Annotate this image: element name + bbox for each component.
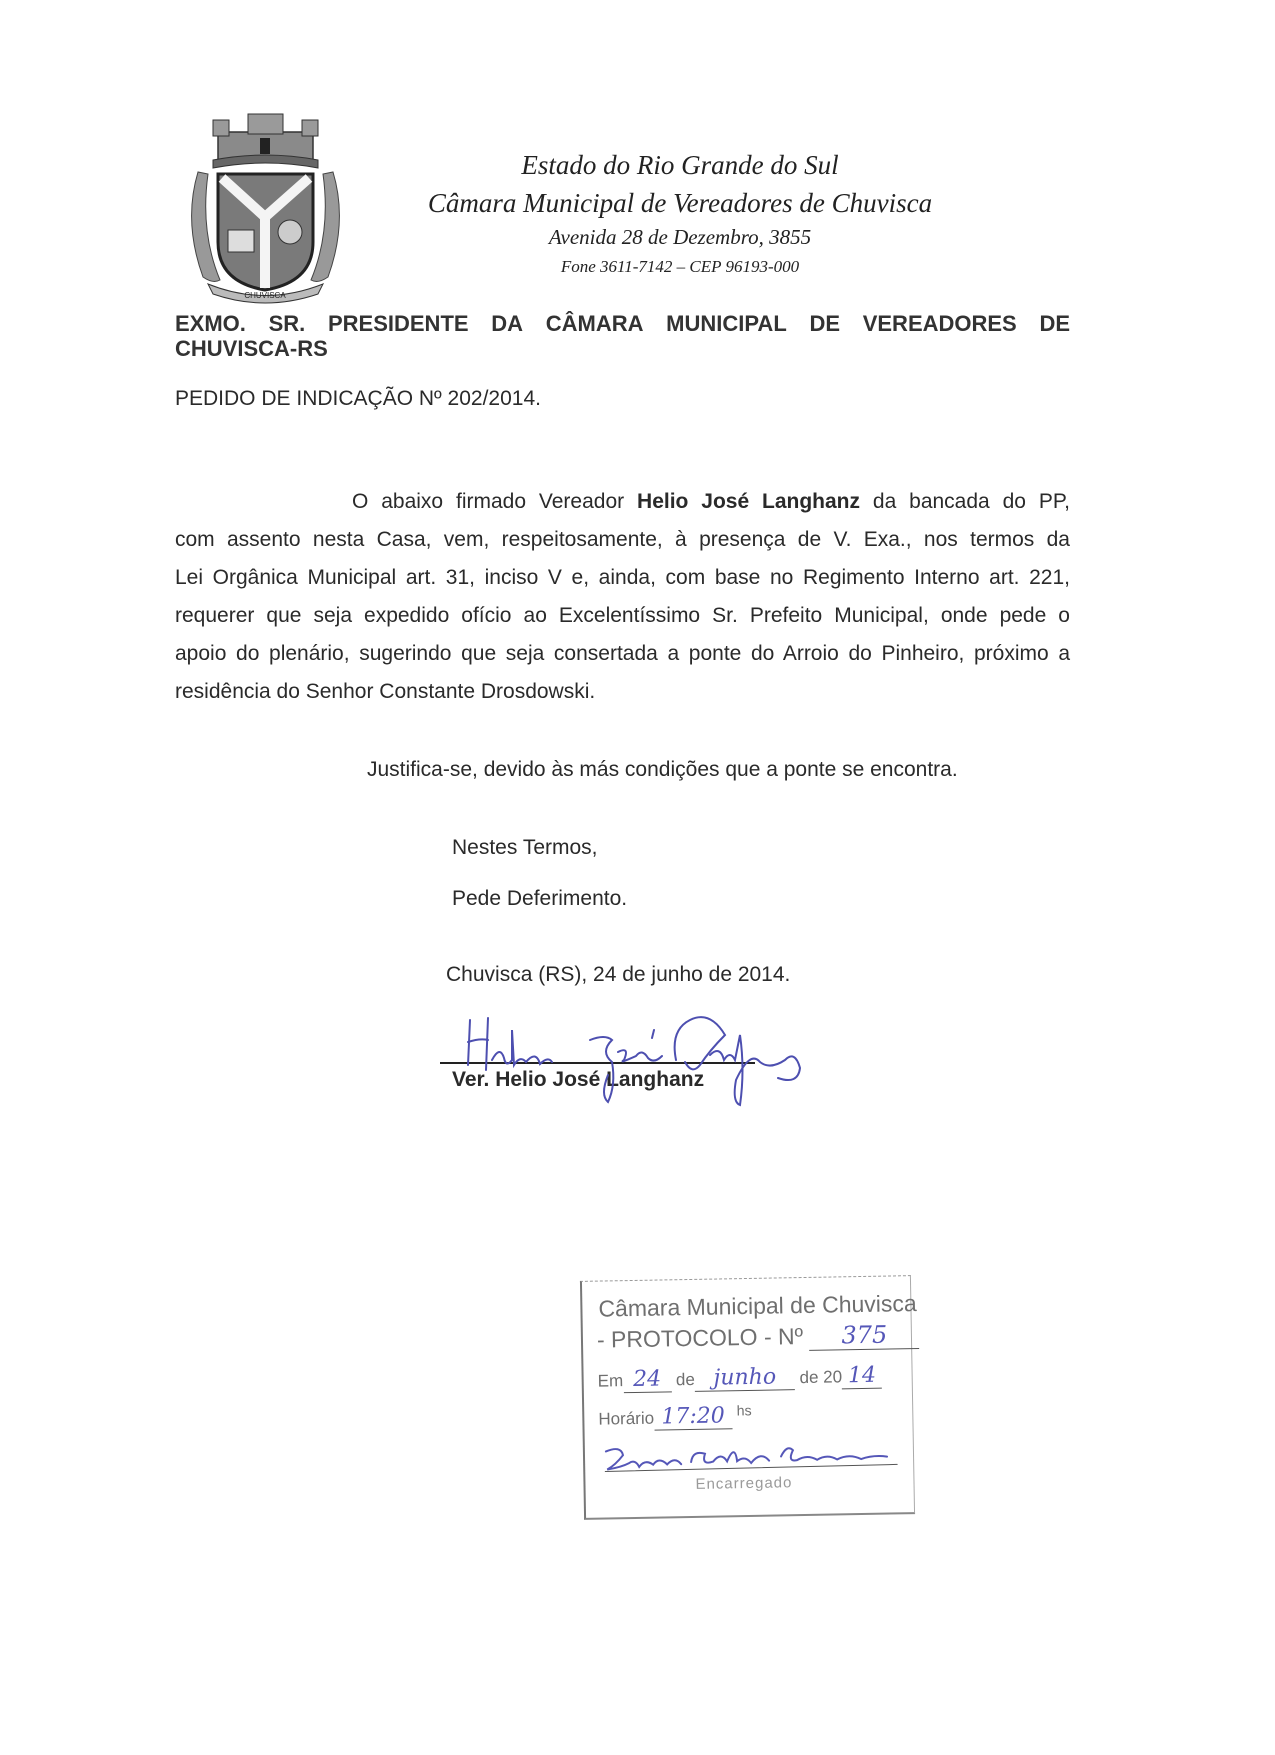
stamp-date-de: de: [675, 1369, 695, 1390]
closing-line-2: Pede Deferimento.: [452, 887, 628, 910]
body-line: apoio do plenário, sugerindo que seja consertada a ponte do Arroio do Pinheiro, próximo a: [175, 642, 1070, 665]
body-text: da bancada do PP,: [860, 490, 1070, 513]
signatory-name: Ver. Helio José Langhanz: [452, 1068, 705, 1091]
justification: Justifica-se, devido às más condições que a ponte se encontra.: [367, 758, 958, 781]
stamp-year-prefix: de 20: [799, 1367, 843, 1388]
body-text: O abaixo firmado Vereador: [352, 490, 638, 513]
closing-line-1: Nestes Termos,: [452, 836, 598, 859]
body-line: requerer que seja expedido ofício ao Excelentíssimo Sr. Prefeito Municipal, onde pede o: [175, 604, 1070, 627]
body-line: Lei Orgânica Municipal art. 31, inciso V e, ainda, com base no Regimento Interno art. 221,: [175, 566, 1070, 589]
stamp-role: Encarregado: [695, 1474, 793, 1493]
addressee-word: DE: [1039, 311, 1070, 336]
crest-label: CHUVISCA: [244, 291, 286, 300]
stamp-date-row: [597, 1363, 882, 1394]
stamp-time: 17:20: [654, 1403, 732, 1430]
document-subject: PEDIDO DE INDICAÇÃO Nº 202/2014.: [175, 387, 541, 410]
letterhead-state: Estado do Rio Grande do Sul: [521, 150, 839, 180]
body-line: residência do Senhor Constante Drosdowski.: [175, 680, 596, 703]
addressee-word: VEREADORES: [862, 311, 1017, 336]
stamp-title: Câmara Municipal de Chuvisca: [598, 1290, 917, 1322]
stamp-month: junho: [695, 1364, 795, 1392]
body-line-1: [352, 490, 1070, 514]
stamp-time-unit: hs: [736, 1403, 752, 1420]
addressee-word: EXMO.: [175, 311, 246, 336]
handwritten-signature: [440, 990, 860, 1120]
letterhead-address: Avenida 28 de Dezembro, 3855: [548, 225, 812, 249]
councilor-name: Helio José Langhanz: [637, 490, 861, 513]
addressee-word: SR.: [268, 311, 306, 336]
stamp-clerk-signature: [601, 1434, 902, 1479]
addressee-word: CÂMARA: [545, 311, 644, 336]
addressee-word: DE: [809, 311, 841, 336]
place-and-date: Chuvisca (RS), 24 de junho de 2014.: [446, 963, 791, 986]
addressee-line-1: [175, 311, 1070, 337]
laurel-left-icon: [192, 172, 220, 281]
stamp-protocol-label: - PROTOCOLO - Nº: [596, 1323, 804, 1353]
stamp-protocol-row: [597, 1320, 920, 1355]
letterhead-contact: Fone 3611-7142 – CEP 96193-000: [560, 257, 800, 276]
protocol-stamp: [580, 1275, 915, 1520]
stamp-year: 14: [842, 1363, 882, 1390]
body-line: com assento nesta Casa, vem, respeitosamente, à presença de V. Exa., nos termos da: [175, 528, 1070, 551]
stamp-time-label: Horário: [598, 1408, 655, 1429]
letterhead-institution: Câmara Municipal de Vereadores de Chuvisca: [427, 188, 933, 218]
addressee-word: DA: [491, 311, 524, 336]
addressee-word: MUNICIPAL: [666, 311, 787, 336]
stamp-time-row: [598, 1403, 752, 1432]
addressee-line-2: CHUVISCA-RS: [175, 336, 328, 361]
shield-icon: [218, 174, 313, 290]
stamp-date-prefix: Em: [597, 1371, 624, 1391]
addressee-word: PRESIDENTE: [327, 311, 469, 336]
stamp-day: 24: [623, 1366, 671, 1393]
stamp-protocol-number: 375: [809, 1320, 919, 1351]
